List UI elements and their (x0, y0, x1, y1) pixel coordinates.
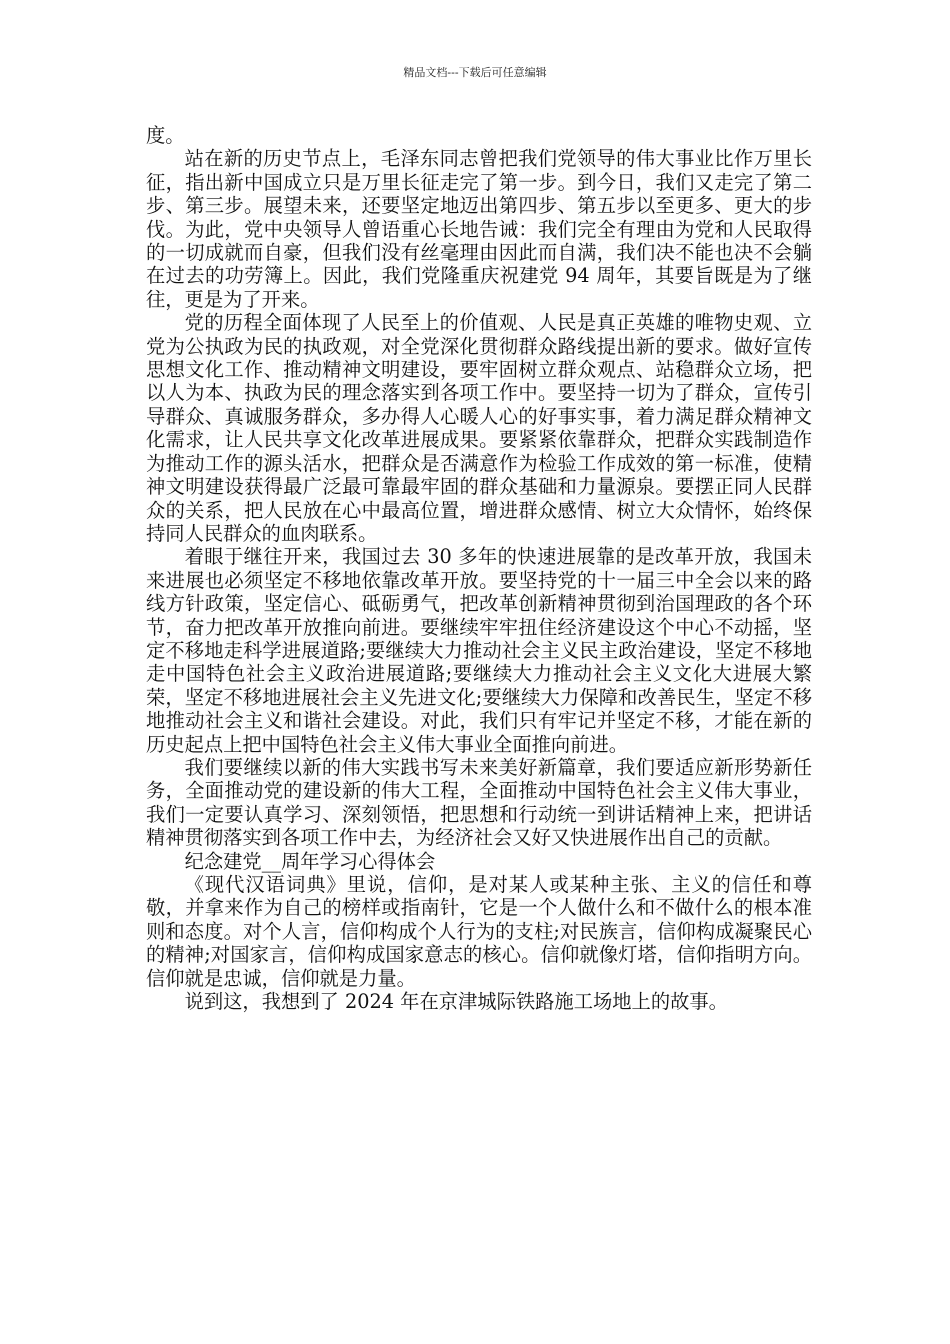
paragraph-5: 我们要继续以新的伟大实践书写未来美好新篇章，我们要适应新形势新任务，全面推动党的建设新的伟大工程，全面推动中国特色社会主义伟大事业，我们一定要认真学习、深刻领悟，把思想和行动统一到讲话精神上来，把讲话精神贯彻落实到各项工作中去，为经济社会又好又快进展作出自己的贡献。 (146, 755, 812, 850)
document-body (146, 124, 812, 1013)
paragraph-1: 度。 (146, 124, 185, 147)
paragraph-3: 党的历程全面体现了人民至上的价值观、人民是真正英雄的唯物史观、立党为公执政为民的执政观，对全党深化贯彻群众路线提出新的要求。做好宣传思想文化工作、推动精神文明建设，要牢固树立群众观点、站稳群众立场，把以人为本、执政为民的理念落实到各项工作中。要坚持一切为了群众，宣传引导群众、真诚服务群众，多办得人心暖人心的好事实事，着力满足群众精神文化需求，让人民共享文化改革进展成果。要紧紧依靠群众，把群众实践制造作为推动工作的源头活水，把群众是否满意作为检验工作成效的第一标准，使精神文明建设获得最广泛最可靠最牢固的群众基础和力量源泉。要摆正同人民群众的关系，把人民放在心中最高位置，增进群众感情、树立大众情怀，始终保持同人民群众的血肉联系。 (146, 311, 812, 545)
page-header: 精品文档---下载后可任意编辑 (403, 66, 547, 79)
section-title: 纪念建党__周年学习心得体会 (184, 849, 436, 873)
paragraph-4: 着眼于继往开来，我国过去 30 多年的快速进展靠的是改革开放，我国未来进展也必须坚定不移地依靠改革开放。要坚持党的十一届三中全会以来的路线方针政策，坚定信心、砥砺勇气，把改革创新精神贯彻到治国理政的各个环节，奋力把改革开放推向前进。要继续牢牢扭住经济建设这个中心不动摇，坚定不移地走科学进展道路;要继续大力推动社会主义民主政治建设，坚定不移地走中国特色社会主义政治进展道路;要继续大力推动社会主义文化大进展大繁荣，坚定不移地进展社会主义先进文化;要继续大力保障和改善民生，坚定不移地推动社会主义和谐社会建设。对此，我们只有牢记并坚定不移，才能在新的历史起点上把中国特色社会主义伟大事业全面推向前进。 (146, 545, 812, 756)
paragraph-2: 站在新的历史节点上，毛泽东同志曾把我们党领导的伟大事业比作万里长征，指出新中国成立只是万里长征走完了第一步。到今日，我们又走完了第二步、第三步。展望未来，还要坚定地迈出第四步、第五步以至更多、更大的步伐。为此，党中央领导人曾语重心长地告诫：我们完全有理由为党和人民取得的一切成就而自豪，但我们没有丝毫理由因此而自满，我们决不能也决不会躺在过去的功劳簿上。因此，我们党隆重庆祝建党 94 周年，其要旨既是为了继往，更是为了开来。 (146, 147, 812, 311)
paragraph-7: 说到这，我想到了 2024 年在京津城际铁路施工场地上的故事。 (184, 990, 728, 1014)
paragraph-6: 《现代汉语词典》里说，信仰，是对某人或某种主张、主义的信任和尊敬，并拿来作为自己的榜样或指南针，它是一个人做什么和不做什么的根本准则和态度。对个人言，信仰构成个人行为的支柱;对民族言，信仰构成凝聚民心的精神;对国家言，信仰构成国家意志的核心。信仰就像灯塔，信仰指明方向。信仰就是忠诚，信仰就是力量。 (146, 873, 812, 990)
